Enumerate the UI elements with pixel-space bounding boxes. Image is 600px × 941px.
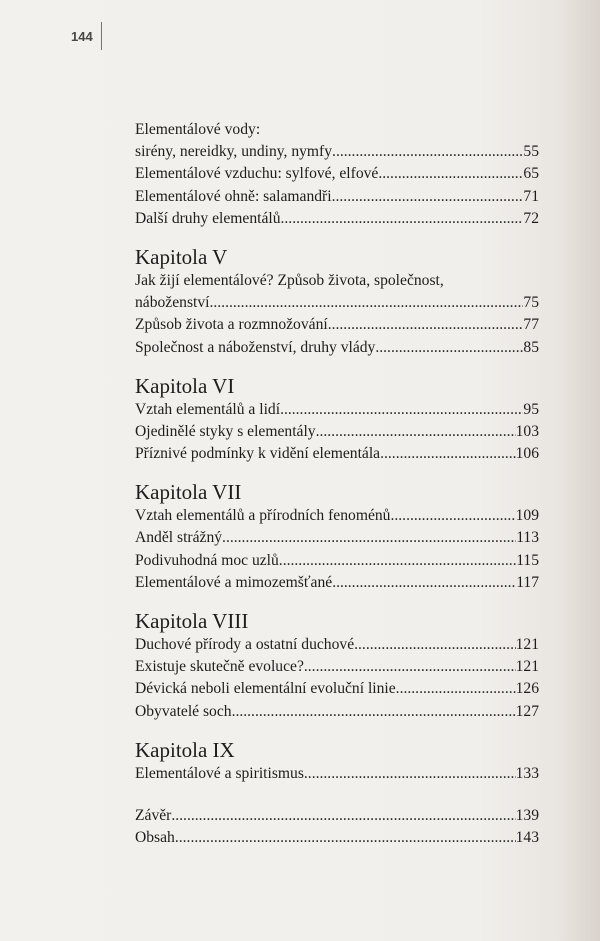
dot-leader xyxy=(175,827,516,849)
toc-entry-title: Elementálové a spiritismus xyxy=(135,764,304,782)
toc-entry xyxy=(135,701,539,723)
toc-entry-page: 133 xyxy=(515,764,539,782)
toc-entry-page: 75 xyxy=(523,294,539,312)
toc-entry-title: sirény, nereidky, undiny, nymfy xyxy=(135,143,333,161)
table-of-contents xyxy=(135,119,539,849)
dot-leader xyxy=(280,399,523,421)
dot-leader xyxy=(354,634,515,656)
toc-entry-page: 115 xyxy=(516,551,539,569)
dot-leader xyxy=(332,572,516,594)
toc-entry xyxy=(135,270,539,292)
toc-entry xyxy=(135,550,539,572)
toc-entry-title: Dévická neboli elementální evoluční linie xyxy=(135,680,396,698)
toc-entry-title: Elementálové vzduchu: sylfové, elfové xyxy=(135,165,379,183)
chapter-heading: Kapitola VI xyxy=(135,373,235,398)
toc-entry-page: 65 xyxy=(523,165,539,183)
toc-entry-page: 72 xyxy=(523,209,539,227)
toc-entry-page: 95 xyxy=(523,400,539,418)
toc-entry xyxy=(135,678,539,700)
dot-leader xyxy=(209,292,523,314)
dot-leader xyxy=(304,763,516,785)
toc-entry-title: Společnost a náboženství, druhy vlády xyxy=(135,338,376,356)
toc-entry xyxy=(135,119,539,141)
toc-entry-title: Příznivé podmínky k vidění elementála xyxy=(135,445,381,463)
toc-entry-page: 113 xyxy=(516,529,539,547)
toc-entry-title: Vztah elementálů a lidí xyxy=(135,400,281,418)
dot-leader xyxy=(332,141,523,163)
chapter-heading: Kapitola VII xyxy=(135,480,242,505)
toc-entry-title: Elementálové vody: xyxy=(135,121,261,138)
chapter-heading: Kapitola IX xyxy=(135,737,235,762)
dot-leader xyxy=(328,314,524,336)
page-number: 144 xyxy=(71,29,93,44)
toc-entry xyxy=(135,208,539,230)
toc-entry-title: Anděl strážný xyxy=(135,529,223,547)
toc-entry-page: 103 xyxy=(515,422,539,440)
toc-entry xyxy=(135,572,539,594)
toc-entry-page: 117 xyxy=(516,573,539,591)
toc-entry-title: Existuje skutečně evoluce? xyxy=(135,658,304,676)
dot-leader xyxy=(378,163,523,185)
toc-entry-title: Ojedinělé styky s elementály xyxy=(135,422,316,440)
toc-entry-title: náboženství xyxy=(135,294,210,312)
toc-entry xyxy=(135,634,539,656)
toc-entry-page: 55 xyxy=(523,143,539,161)
toc-entry xyxy=(135,337,539,359)
dot-leader xyxy=(316,421,516,443)
toc-entry-page: 77 xyxy=(523,316,539,334)
dot-leader xyxy=(279,550,516,572)
toc-entry xyxy=(135,421,539,443)
dot-leader xyxy=(396,678,516,700)
toc-entry-page: 121 xyxy=(515,658,539,676)
toc-entry xyxy=(135,827,539,849)
toc-entry xyxy=(135,527,539,549)
toc-entry xyxy=(135,656,539,678)
toc-entry xyxy=(135,399,539,421)
toc-entry xyxy=(135,505,539,527)
toc-entry-page: 106 xyxy=(515,445,539,463)
header-rule xyxy=(101,22,102,50)
chapter-heading: Kapitola VIII xyxy=(135,609,249,633)
toc-entry-title: Obyvatelé soch xyxy=(135,702,232,720)
toc-entry-page: 126 xyxy=(515,680,539,698)
toc-entry xyxy=(135,141,539,163)
dot-leader xyxy=(232,701,516,723)
toc-entry-page: 109 xyxy=(515,507,539,525)
toc-entry xyxy=(135,292,539,314)
toc-entry-page: 71 xyxy=(523,187,539,205)
dot-leader xyxy=(375,337,523,359)
toc-entry xyxy=(135,163,539,185)
toc-entry-title: Duchové přírody a ostatní duchové xyxy=(135,636,355,653)
toc-entry-title: Další druhy elementálů xyxy=(135,209,281,227)
toc-entry-title: Podivuhodná moc uzlů xyxy=(135,551,279,569)
toc-entry-page: 121 xyxy=(515,636,539,653)
dot-leader xyxy=(304,656,516,678)
dot-leader xyxy=(390,505,515,527)
toc-entry xyxy=(135,186,539,208)
toc-entry xyxy=(135,763,539,785)
dot-leader xyxy=(171,805,515,827)
toc-entry-title: Elementálové a mimozemšťané xyxy=(135,573,333,591)
toc-entry-title: Jak žijí elementálové? Způsob života, společnost, xyxy=(135,271,444,289)
chapter-heading: Kapitola V xyxy=(135,244,228,269)
toc-entry xyxy=(135,314,539,336)
dot-leader xyxy=(380,443,516,465)
toc-entry-title: Způsob života a rozmnožování xyxy=(135,316,328,334)
toc-entry-title: Obsah xyxy=(135,829,175,847)
dot-leader xyxy=(332,186,524,208)
toc-entry-page: 143 xyxy=(515,829,539,847)
toc-gap xyxy=(135,785,539,805)
dot-leader xyxy=(222,527,516,549)
toc-entry xyxy=(135,443,539,465)
toc-entry-page: 85 xyxy=(523,338,539,356)
toc-entry-title: Elementálové ohně: salamandři xyxy=(135,187,332,205)
toc-entry xyxy=(135,805,539,827)
toc-entry-page: 127 xyxy=(515,702,539,720)
dot-leader xyxy=(281,208,524,230)
toc-entry-title: Vztah elementálů a přírodních fenoménů xyxy=(135,507,391,525)
toc-entry-title: Závěr xyxy=(135,806,172,824)
toc-entry-page: 139 xyxy=(515,806,539,824)
